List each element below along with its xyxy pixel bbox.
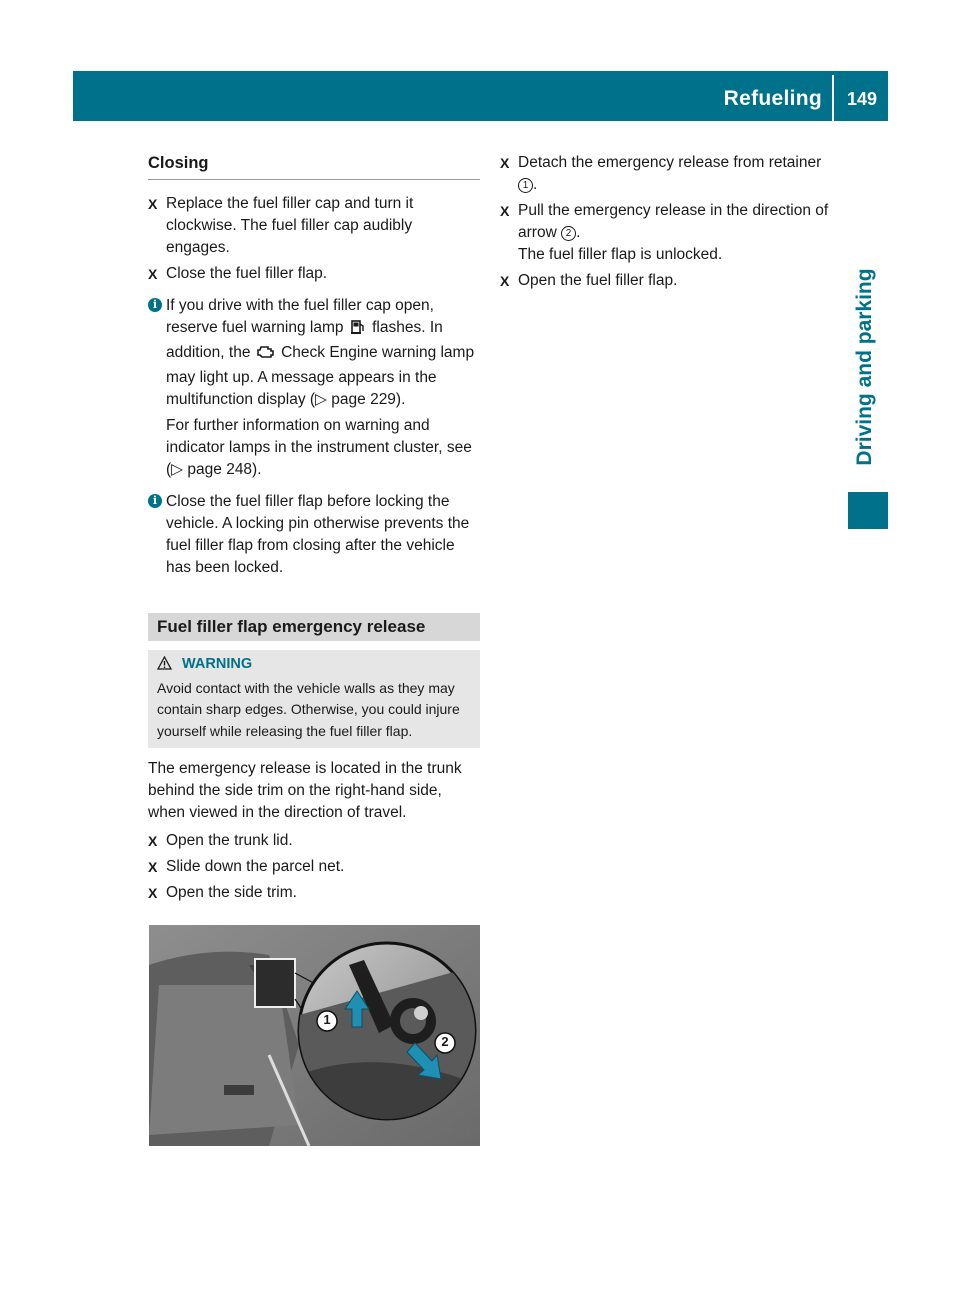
step-marker-icon: X [148,859,158,875]
step-item [148,882,480,904]
step-marker-icon: X [148,196,158,212]
step-marker-icon: X [148,833,158,849]
info-text: flashes. In addition, the [166,319,443,361]
step-marker-icon: X [500,273,510,289]
step-marker-icon: X [148,266,158,282]
left-column [148,152,480,908]
header-bar [73,71,888,121]
callout-reference: 1 [518,178,533,193]
fuel-pump-icon [350,319,366,342]
step-item [148,263,480,285]
check-engine-icon [257,344,275,367]
figure-code: P88.60-2295-31 [371,1122,472,1138]
callout-2: 2 [441,1034,449,1049]
step-text: Open the trunk lid. [166,832,293,849]
info-icon: i [148,298,162,312]
right-column [500,152,840,296]
info-icon: i [148,494,162,508]
closing-heading: Closing [148,152,480,180]
warning-box [148,650,480,748]
warning-title: WARNING [182,656,253,672]
info-text: Close the fuel filler flap before locking the vehicle. A locking pin otherwise prevents the fuel filler flap from closing after the vehicle has been locked. [166,493,470,576]
step-marker-icon: X [500,155,510,171]
figure-illustration [149,925,480,1146]
page-ref-link[interactable]: page 248). [187,461,262,478]
step-marker-icon: X [148,885,158,901]
step-text: Open the fuel filler flap. [518,272,678,289]
step-text: Slide down the parcel net. [166,858,345,875]
step-item [148,856,480,878]
section-title: Fuel filler flap emergency release [148,613,480,641]
info-text: Check Engine warning lamp may light up. A message appears in the multifunction display ( [166,344,475,408]
step-item: X Detach the emergency release from retainer 1 . [500,154,822,193]
page-number: 149 [846,89,878,109]
info-text: If you drive with the fuel filler cap open, reserve fuel warning lamp [166,297,434,336]
chapter-tab [843,252,887,482]
warning-text: Avoid contact with the vehicle walls as they may contain sharp edges. Otherwise, you could injure yourself while releasing the fuel filler flap. [157,679,460,739]
callout-1: 1 [323,1012,331,1027]
warning-triangle-icon [157,656,172,678]
page-ref-icon: ▷ [315,391,327,408]
chapter-label: Driving and parking [853,268,876,466]
step-marker-icon: X [500,203,510,219]
step-item: X Pull the emergency release in the direction of arrow 2 . The fuel filler flap is unlocked. [500,202,829,263]
step-result: The fuel filler flap is unlocked. [518,246,723,263]
header-separator [832,75,834,121]
step-item [148,193,480,259]
release-paragraph: The emergency release is located in the trunk behind the side trim on the right-hand side, when viewed in the direction of travel. [148,760,462,821]
step-text: Open the side trim. [166,884,297,901]
info-note [148,491,480,579]
step-text: Close the fuel filler flap. [166,265,328,282]
step-text: Detach the emergency release from retainer [518,154,822,171]
page-ref-icon: ▷ [171,461,184,478]
step-text: Replace the fuel filler cap and turn it clockwise. The fuel filler cap audibly engages. [166,195,414,256]
callout-reference: 2 [561,226,576,241]
step-item [500,270,840,292]
info-text: For further information on warning and indicator lamps in the instrument cluster, see ( [166,417,472,478]
step-item [148,830,480,852]
header-title: Refueling [723,87,822,110]
info-note [148,295,480,481]
page-ref-link[interactable]: page 229). [331,391,406,408]
trunk-release-figure [149,925,480,1146]
chapter-marker-block [848,492,888,529]
step-text: Pull the emergency release in the direction of arrow [518,202,829,241]
